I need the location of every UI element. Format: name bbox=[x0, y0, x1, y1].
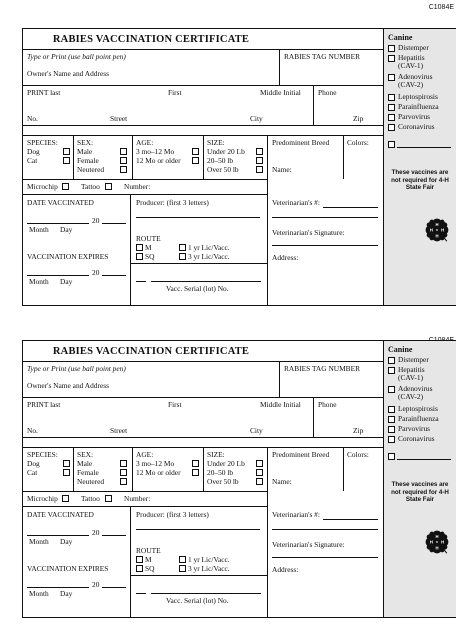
sex-male-checkbox[interactable] bbox=[120, 148, 127, 155]
species-cat-label: Cat bbox=[27, 468, 38, 477]
lic-1yr-checkbox[interactable] bbox=[179, 556, 186, 563]
sex-label: SEX: bbox=[77, 450, 94, 459]
colors-field[interactable]: Colors: bbox=[347, 138, 369, 147]
route-m-label: M bbox=[145, 555, 152, 564]
four-h-clover-icon bbox=[423, 528, 451, 556]
leptospirosis-checkbox[interactable] bbox=[388, 406, 395, 413]
other-vaccine-input[interactable] bbox=[397, 459, 451, 460]
vaccine-coronavirus[interactable]: Coronavirus bbox=[388, 435, 435, 443]
month-label: Month bbox=[29, 537, 49, 546]
certificate-bottom bbox=[22, 340, 456, 618]
vet-signature-input[interactable] bbox=[272, 245, 378, 246]
age-older-checkbox[interactable] bbox=[192, 469, 199, 476]
middle-initial-field[interactable]: Middle Initial bbox=[260, 400, 301, 409]
sex-label: SEX: bbox=[77, 138, 94, 147]
street-field[interactable]: Street bbox=[110, 114, 128, 123]
species-cat-checkbox[interactable] bbox=[63, 157, 70, 164]
date-vaccinated-label: DATE VACCINATED bbox=[27, 510, 94, 519]
month-label: Month bbox=[29, 225, 49, 234]
lic-3yr-label: 3 yr Lic/Vacc. bbox=[188, 564, 230, 573]
size-label: SIZE: bbox=[207, 138, 225, 147]
microchip-checkbox[interactable] bbox=[62, 183, 69, 190]
tattoo-checkbox[interactable] bbox=[105, 495, 112, 502]
size-label: SIZE: bbox=[207, 450, 225, 459]
first-name-field[interactable]: First bbox=[168, 400, 182, 409]
sex-neutered-checkbox[interactable] bbox=[120, 166, 127, 173]
tag-number-field[interactable]: RABIES TAG NUMBER bbox=[284, 364, 361, 373]
producer-input[interactable] bbox=[136, 217, 260, 218]
id-number-field[interactable]: Number: bbox=[124, 182, 151, 191]
address-number-field[interactable]: No. bbox=[27, 114, 38, 123]
vet-signature-label: Veterinarian's Signature: bbox=[272, 540, 345, 549]
address-number-field[interactable]: No. bbox=[27, 426, 38, 435]
microchip-checkbox[interactable] bbox=[62, 495, 69, 502]
print-last-field[interactable]: PRINT last bbox=[27, 400, 61, 409]
month-label: Month bbox=[29, 589, 49, 598]
vet-number-line[interactable] bbox=[272, 217, 378, 218]
hepatitis-checkbox[interactable] bbox=[388, 367, 395, 374]
hepatitis-checkbox[interactable] bbox=[388, 55, 395, 62]
canine-vaccines-panel bbox=[383, 341, 456, 617]
svg-text:H: H bbox=[435, 233, 439, 239]
vet-signature-input[interactable] bbox=[272, 557, 378, 558]
lic-1yr-checkbox[interactable] bbox=[179, 244, 186, 251]
vaccine-coronavirus[interactable]: Coronavirus bbox=[388, 123, 435, 131]
age-older-label: 12 Mo or older bbox=[136, 468, 181, 477]
age-older-label: 12 Mo or older bbox=[136, 156, 181, 165]
vet-address-label: Address: bbox=[272, 253, 299, 262]
size-medium-label: 20–50 lb bbox=[207, 468, 234, 477]
date-vaccinated-label: DATE VACCINATED bbox=[27, 198, 94, 207]
parainfluenza-checkbox[interactable] bbox=[388, 104, 395, 111]
species-dog-label: Dog bbox=[27, 147, 40, 156]
route-m-checkbox[interactable] bbox=[136, 244, 143, 251]
route-sq-label: SQ bbox=[145, 252, 155, 261]
serial-label: Vacc. Serial (lot) No. bbox=[166, 596, 229, 605]
lic-1yr-label: 1 yr Lic/Vacc. bbox=[188, 243, 230, 252]
other-vaccine-checkbox[interactable] bbox=[388, 453, 395, 460]
vet-number-label: Veterinarian's #: bbox=[272, 510, 320, 519]
day-label: Day bbox=[60, 277, 73, 286]
sex-female-checkbox[interactable] bbox=[120, 157, 127, 164]
vaccine-distemper[interactable]: Distemper bbox=[388, 356, 429, 364]
serial-prefix-input[interactable] bbox=[136, 593, 146, 594]
zip-field[interactable]: Zip bbox=[353, 114, 364, 123]
svg-text:H: H bbox=[435, 545, 439, 551]
print-last-field[interactable]: PRINT last bbox=[27, 88, 61, 97]
parvovirus-checkbox[interactable] bbox=[388, 426, 395, 433]
form-code: C1084E bbox=[428, 4, 454, 11]
vet-number-line[interactable] bbox=[272, 529, 378, 530]
sex-male-label: Male bbox=[77, 147, 93, 156]
lic-1yr-label: 1 yr Lic/Vacc. bbox=[188, 555, 230, 564]
tattoo-label: Tattoo bbox=[81, 182, 100, 191]
serial-label: Vacc. Serial (lot) No. bbox=[166, 284, 229, 293]
svg-text:H: H bbox=[441, 539, 445, 545]
svg-text:H: H bbox=[441, 227, 445, 233]
svg-text:H: H bbox=[435, 533, 439, 539]
route-label: ROUTE bbox=[136, 234, 161, 243]
vaccine-parvovirus[interactable]: Parvovirus bbox=[388, 425, 430, 433]
route-m-checkbox[interactable] bbox=[136, 556, 143, 563]
producer-label: Producer: (first 3 letters) bbox=[136, 510, 209, 519]
serial-input[interactable] bbox=[151, 281, 261, 282]
size-large-label: Over 50 lb bbox=[207, 165, 239, 174]
pet-name-field[interactable]: Name: bbox=[272, 477, 292, 486]
species-label: SPECIES: bbox=[27, 138, 58, 147]
vet-number-input[interactable] bbox=[323, 207, 378, 208]
year-prefix: 20 bbox=[92, 268, 100, 277]
age-young-checkbox[interactable] bbox=[192, 148, 199, 155]
age-young-label: 3 mo–12 Mo bbox=[136, 147, 175, 156]
age-young-checkbox[interactable] bbox=[192, 460, 199, 467]
lic-3yr-label: 3 yr Lic/Vacc. bbox=[188, 252, 230, 261]
four-h-clover-icon bbox=[423, 216, 451, 244]
zip-field[interactable]: Zip bbox=[353, 426, 364, 435]
distemper-checkbox[interactable] bbox=[388, 357, 395, 364]
size-small-checkbox[interactable] bbox=[256, 148, 263, 155]
serial-input[interactable] bbox=[151, 593, 261, 594]
phone-field[interactable]: Phone bbox=[318, 88, 337, 97]
sex-male-label: Male bbox=[77, 459, 93, 468]
vaccine-parainfluenza[interactable]: Parainfluenza bbox=[388, 415, 439, 423]
day-label: Day bbox=[60, 225, 73, 234]
vaccine-leptospirosis[interactable]: Leptospirosis bbox=[388, 405, 438, 413]
colors-field[interactable]: Colors: bbox=[347, 450, 369, 459]
vaccines-note: These vaccines are not required for 4-H State Fair bbox=[391, 169, 449, 191]
sex-female-checkbox[interactable] bbox=[120, 469, 127, 476]
species-dog-checkbox[interactable] bbox=[63, 148, 70, 155]
certificate-form bbox=[23, 29, 383, 305]
breed-field[interactable]: Predominent Breed bbox=[272, 450, 330, 459]
size-medium-checkbox[interactable] bbox=[256, 469, 263, 476]
vaccine-parainfluenza[interactable]: Parainfluenza bbox=[388, 103, 439, 111]
sex-neutered-label: Neutered bbox=[77, 477, 105, 486]
type-or-print-note: Type or Print (use ball point pen) bbox=[27, 52, 126, 61]
city-field[interactable]: City bbox=[250, 426, 263, 435]
day-label: Day bbox=[60, 589, 73, 598]
expires-year-input[interactable] bbox=[102, 587, 126, 588]
lic-3yr-checkbox[interactable] bbox=[179, 253, 186, 260]
coronavirus-checkbox[interactable] bbox=[388, 124, 395, 131]
parainfluenza-checkbox[interactable] bbox=[388, 416, 395, 423]
lic-3yr-checkbox[interactable] bbox=[179, 565, 186, 572]
canine-vaccines-panel bbox=[383, 29, 456, 305]
route-label: ROUTE bbox=[136, 546, 161, 555]
city-field[interactable]: City bbox=[250, 114, 263, 123]
size-small-label: Under 20 Lb bbox=[207, 147, 245, 156]
street-field[interactable]: Street bbox=[110, 426, 128, 435]
size-small-label: Under 20 Lb bbox=[207, 459, 245, 468]
age-young-label: 3 mo–12 Mo bbox=[136, 459, 175, 468]
expires-date-input[interactable] bbox=[27, 587, 89, 588]
pet-name-field[interactable]: Name: bbox=[272, 165, 292, 174]
sex-female-label: Female bbox=[77, 468, 99, 477]
certificate-title: RABIES VACCINATION CERTIFICATE bbox=[52, 346, 250, 357]
vaccine-hepatitis[interactable]: Hepatitis (CAV-1) bbox=[388, 54, 425, 70]
size-small-checkbox[interactable] bbox=[256, 460, 263, 467]
route-sq-checkbox[interactable] bbox=[136, 253, 143, 260]
expires-year-input[interactable] bbox=[102, 275, 126, 276]
tattoo-checkbox[interactable] bbox=[105, 183, 112, 190]
vet-number-input[interactable] bbox=[323, 519, 378, 520]
microchip-label: Microchip bbox=[27, 494, 58, 503]
first-name-field[interactable]: First bbox=[168, 88, 182, 97]
route-sq-checkbox[interactable] bbox=[136, 565, 143, 572]
breed-field[interactable]: Predominent Breed bbox=[272, 138, 330, 147]
leptospirosis-checkbox[interactable] bbox=[388, 94, 395, 101]
size-large-checkbox[interactable] bbox=[256, 478, 263, 485]
svg-text:H: H bbox=[435, 221, 439, 227]
certificate-title: RABIES VACCINATION CERTIFICATE bbox=[52, 34, 250, 45]
month-label: Month bbox=[29, 277, 49, 286]
year-prefix: 20 bbox=[92, 216, 100, 225]
tag-number-field[interactable]: RABIES TAG NUMBER bbox=[284, 52, 361, 61]
owner-name-address-label: Owner's Name and Address bbox=[27, 381, 109, 390]
year-prefix: 20 bbox=[92, 580, 100, 589]
size-medium-label: 20–50 lb bbox=[207, 156, 234, 165]
vaccine-adenovirus[interactable]: Adenovirus (CAV-2) bbox=[388, 73, 433, 89]
certificate-form bbox=[23, 341, 383, 617]
other-vaccine-input[interactable] bbox=[397, 147, 451, 148]
year-vaccinated-input[interactable] bbox=[102, 535, 126, 536]
species-cat-label: Cat bbox=[27, 156, 38, 165]
phone-field[interactable]: Phone bbox=[318, 400, 337, 409]
size-large-label: Over 50 lb bbox=[207, 477, 239, 486]
sex-female-label: Female bbox=[77, 156, 99, 165]
route-m-label: M bbox=[145, 243, 152, 252]
size-large-checkbox[interactable] bbox=[256, 166, 263, 173]
sex-male-checkbox[interactable] bbox=[120, 460, 127, 467]
vet-signature-label: Veterinarian's Signature: bbox=[272, 228, 345, 237]
vaccine-leptospirosis[interactable]: Leptospirosis bbox=[388, 93, 438, 101]
sex-neutered-label: Neutered bbox=[77, 165, 105, 174]
vaccine-hepatitis[interactable]: Hepatitis (CAV-1) bbox=[388, 366, 425, 382]
day-label: Day bbox=[60, 537, 73, 546]
vaccine-adenovirus[interactable]: Adenovirus (CAV-2) bbox=[388, 385, 433, 401]
microchip-label: Microchip bbox=[27, 182, 58, 191]
sex-neutered-checkbox[interactable] bbox=[120, 478, 127, 485]
producer-label: Producer: (first 3 letters) bbox=[136, 198, 209, 207]
id-number-field[interactable]: Number: bbox=[124, 494, 151, 503]
adenovirus-checkbox[interactable] bbox=[388, 74, 395, 81]
other-vaccine-checkbox[interactable] bbox=[388, 141, 395, 148]
canine-heading: Canine bbox=[388, 345, 413, 354]
age-older-checkbox[interactable] bbox=[192, 157, 199, 164]
producer-input[interactable] bbox=[136, 529, 260, 530]
species-cat-checkbox[interactable] bbox=[63, 469, 70, 476]
year-vaccinated-input[interactable] bbox=[102, 223, 126, 224]
parvovirus-checkbox[interactable] bbox=[388, 114, 395, 121]
year-prefix: 20 bbox=[92, 528, 100, 537]
species-dog-label: Dog bbox=[27, 459, 40, 468]
svg-text:H: H bbox=[429, 227, 433, 233]
vaccine-parvovirus[interactable]: Parvovirus bbox=[388, 113, 430, 121]
date-vaccinated-input[interactable] bbox=[27, 535, 89, 536]
age-label: AGE: bbox=[136, 450, 154, 459]
vaccine-distemper[interactable]: Distemper bbox=[388, 44, 429, 52]
route-sq-label: SQ bbox=[145, 564, 155, 573]
vaccines-note: These vaccines are not required for 4-H State Fair bbox=[391, 481, 449, 503]
vaccination-expires-label: VACCINATION EXPIRES bbox=[27, 564, 109, 573]
distemper-checkbox[interactable] bbox=[388, 45, 395, 52]
certificate-top bbox=[22, 28, 456, 306]
vet-address-label: Address: bbox=[272, 565, 299, 574]
coronavirus-checkbox[interactable] bbox=[388, 436, 395, 443]
type-or-print-note: Type or Print (use ball point pen) bbox=[27, 364, 126, 373]
expires-date-input[interactable] bbox=[27, 275, 89, 276]
svg-text:H: H bbox=[429, 539, 433, 545]
serial-prefix-input[interactable] bbox=[136, 281, 146, 282]
owner-name-address-label: Owner's Name and Address bbox=[27, 69, 109, 78]
date-vaccinated-input[interactable] bbox=[27, 223, 89, 224]
species-dog-checkbox[interactable] bbox=[63, 460, 70, 467]
size-medium-checkbox[interactable] bbox=[256, 157, 263, 164]
vaccination-expires-label: VACCINATION EXPIRES bbox=[27, 252, 109, 261]
species-label: SPECIES: bbox=[27, 450, 58, 459]
canine-heading: Canine bbox=[388, 33, 413, 42]
middle-initial-field[interactable]: Middle Initial bbox=[260, 88, 301, 97]
vet-number-label: Veterinarian's #: bbox=[272, 198, 320, 207]
adenovirus-checkbox[interactable] bbox=[388, 386, 395, 393]
age-label: AGE: bbox=[136, 138, 154, 147]
tattoo-label: Tattoo bbox=[81, 494, 100, 503]
